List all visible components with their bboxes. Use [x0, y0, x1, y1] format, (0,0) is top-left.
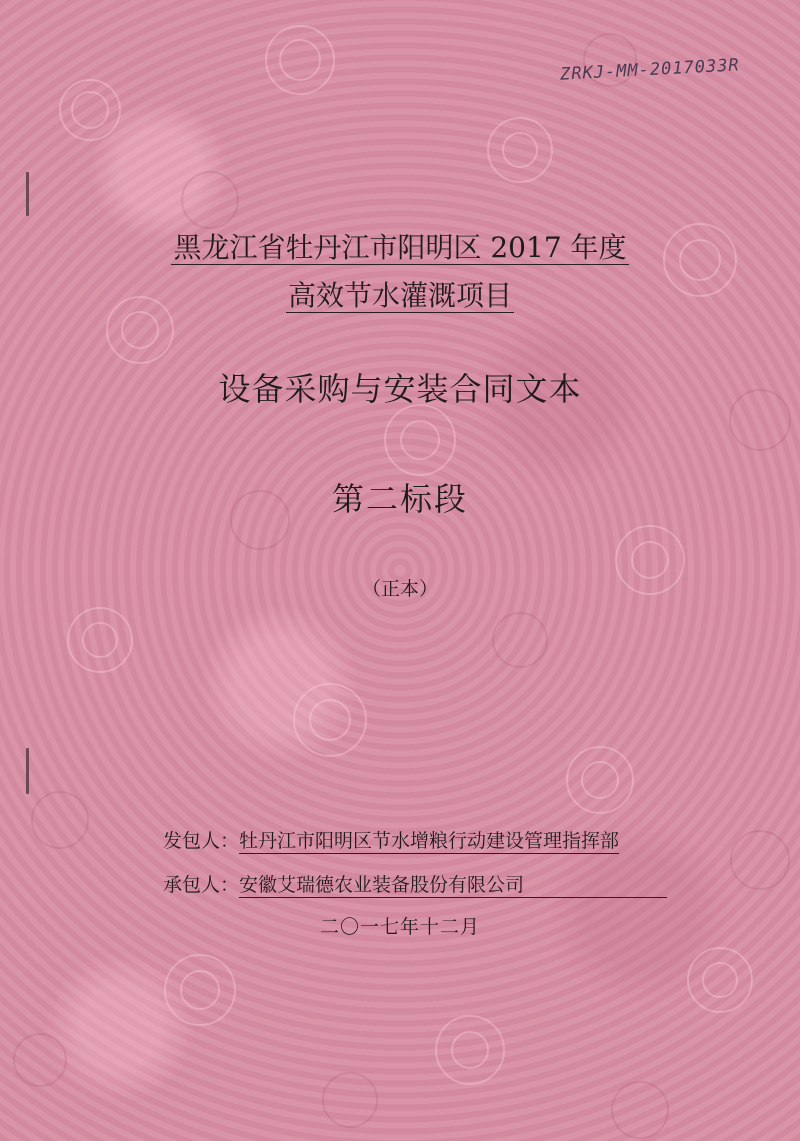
copy-type-label: （正本）: [361, 578, 438, 600]
project-title-line-1: [0, 226, 800, 266]
handwritten-document-code: ZRKJ-MM-2017033R: [559, 55, 741, 85]
binder-hole-mark-top: [26, 172, 29, 216]
employer-name: 牡丹江市阳明区节水增粮行动建设管理指挥部: [239, 826, 619, 854]
employer-row: [163, 826, 683, 854]
document-date: 二〇一七年十二月: [319, 916, 480, 938]
contractor-row: [163, 870, 683, 898]
project-title-line-2: [0, 274, 800, 314]
employer-label: 发包人：: [163, 830, 240, 852]
binder-hole-mark-bottom: [26, 748, 29, 794]
contractor-name: 安徽艾瑞德农业装备股份有限公司: [239, 870, 667, 898]
project-title-line-1-text: 黑龙江省牡丹江市阳明区 2017 年度: [173, 231, 627, 264]
contract-main-title: 设备采购与安装合同文本: [218, 370, 582, 408]
project-title-line-2-text: 高效节水灌溉项目: [287, 279, 512, 312]
contractor-label: 承包人：: [163, 874, 240, 896]
section-title: 第二标段: [331, 480, 468, 518]
